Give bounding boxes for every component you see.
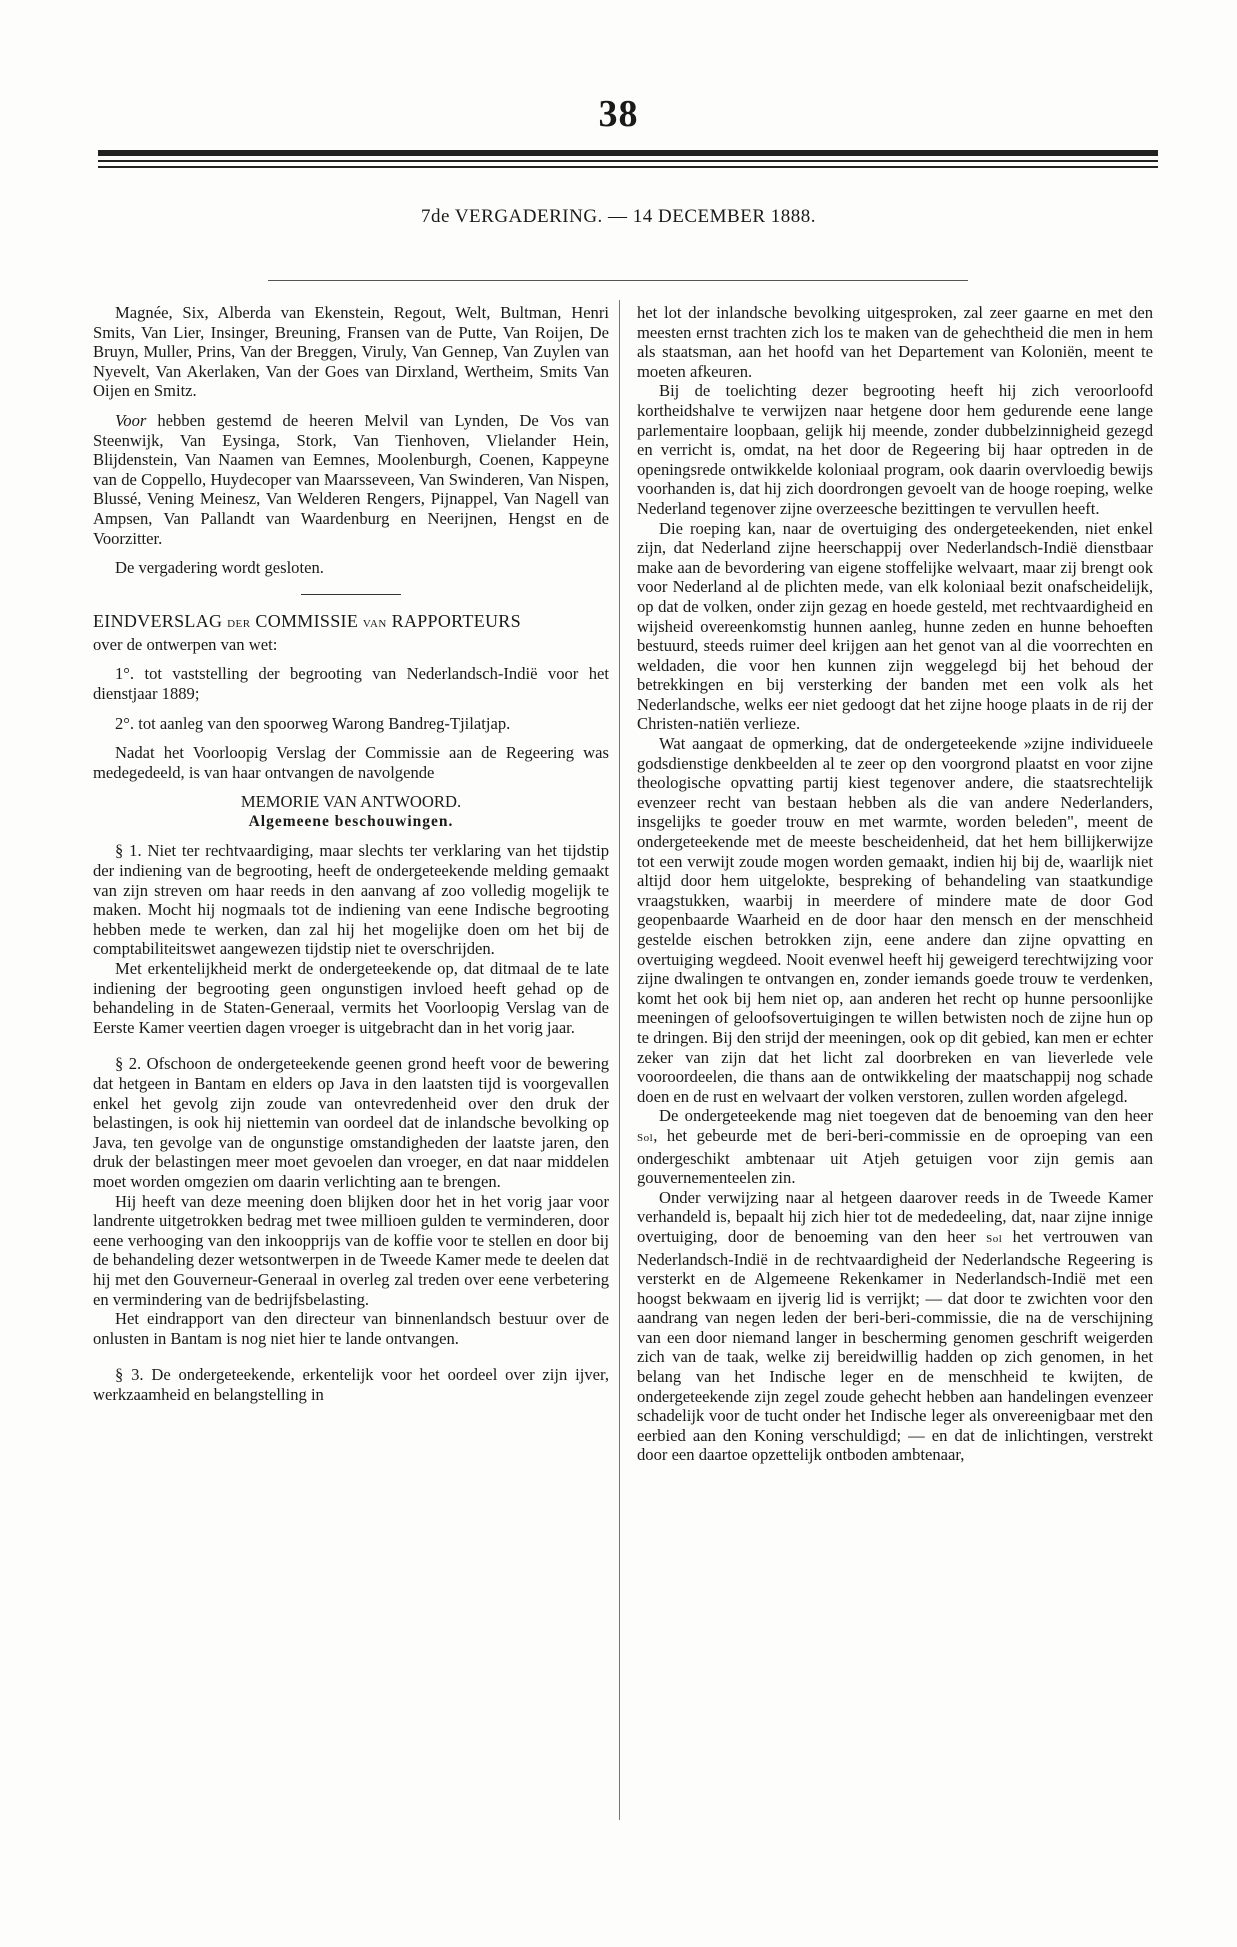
paragraph: Met erkentelijkheid merkt de ondergeteekende op, dat ditmaal de te late indiening der begrooting geen ongunstigen invloed heeft gehad op de behandeling in de Staten-Generaal, vermits het Voorloopig Verslag van de Eerste Kamer veertien dagen vroeger is uitgebracht dan in het vorig jaar. bbox=[93, 959, 609, 1037]
paragraph-text: het vertrouwen van Nederlandsch-Indië in de rechtvaardigheid der Nederlandsche Regeering is versterkt en de Algemeene Rekenkamer in Nederlandsch-Indië met een hoogst bekwaam en ijverig lid is verrijkt; — dat door te zwichten voor den aandrang van negen leden der beri-beri-commissie, die na de verschijning van een door niemand langer in bescherming genomen geschrift weigerden zich van de taak, welke zij bereidwillig hadden op zich genomen, in het belang van het Indische leger en de menschheid te kwijten, de ondergeteekende zijn zegel zoude gehecht hebben aan handelingen evenzeer schadelijk voor de tucht onder het Indische leger als onvereenigbaar met den eerbied aan den Koning verschuldigd; — en dat de inlichtingen, verstrekt door een daartoe opzettelijk ontboden ambtenaar, bbox=[637, 1226, 1153, 1465]
paragraph: Magnée, Six, Alberda van Ekenstein, Regout, Welt, Bultman, Henri Smits, Van Lier, Insinger, Breuning, Fransen van de Putte, Van Roijen, De Bruyn, Muller, Prins, Van der Breggen, Viruly, Van Gennep, Van Zuylen van Nyevelt, Van Akerlaken, Van der Goes van Dirxland, Wertheim, Smits Van Oijen en Smitz. bbox=[93, 303, 609, 401]
paragraph-text: hebben gestemd de heeren Melvil van Lynden, De Vos van Steenwijk, Van Eysinga, Stork, Van Tienhoven, Vlielander Hein, Blijdenstein, Van Naamen van Eemnes, Moolenburgh, Coenen, Kappeyne van de Coppello, Huydecoper van Maarsseveen, Van Swinderen, Van Nispen, Blussé, Vening Meinesz, Van Welderen Rengers, Pijnappel, Van Nagell van Ampsen, Van Pallandt van Waardenburg en Neerijnen, Hengst en de Voorzitter. bbox=[93, 410, 609, 548]
paragraph: De vergadering wordt gesloten. bbox=[115, 558, 324, 578]
list-item: 2°. tot aanleg van den spoorweg Warong Bandreg-Tjilatjap. bbox=[115, 713, 511, 733]
right-column bbox=[637, 303, 1153, 1465]
paragraph bbox=[93, 411, 609, 548]
report-title-part: EINDVERSLAG bbox=[93, 610, 228, 631]
person-name: Sol bbox=[986, 1232, 1003, 1245]
paragraph: § 3. De ondergeteekende, erkentelijk voor het oordeel over zijn ijver, werkzaamheid en belangstelling in bbox=[93, 1365, 609, 1404]
paragraph: Die roeping kan, naar de overtuiging des ondergeteekenden, niet enkel zijn, dat Nederland zijne heerschappij over Nederlandsch-Indië dienstbaar make aan de bevordering van eigene stoffelijke welvaart, maar zij brengt ook voor Nederland al de plichten mede, van elk koloniaal bezit onafscheidelijk, op dat de volken, onder zijn gezag en hoede gesteld, met rechtvaardigheid en wijsheid overeenkomstig hunnen aanleg, hunne zeden en hunne behoeften bestuurd, steeds ruimer deel krijgen aan het genot van al die voorrechten en weldaden, die voor hen kunnen zijn weggelegd bij het behoud der betrekkingen en bij versterking der banden met een volk als het Nederlandsche, welks eer niet gedoogt dat het zijne hooge plaats in de rij der Christen-natiën verlieze. bbox=[637, 518, 1153, 734]
session-divider bbox=[268, 280, 968, 281]
report-title-part: VAN bbox=[362, 617, 387, 630]
paragraph bbox=[637, 1106, 1153, 1187]
paragraph: Bij de toelichting dezer begrooting heeft hij zich veroorloofd kortheidshalve te verwijzen naar hetgene door hem gedurende eene lange parlementaire loopbaan, gelijk hij meende, zonder dubbelzinnigheid gezegd en verricht is, omdat, na het door de Regeering bij haar optreden in de openingsrede ontwikkelde koloniaal program, ook daarin overvloedig bewijs voorhanden is, dat hij zich doordrongen gevoelt van de hooge roeping, welke Nederland tegenover zijne overzeesche bezittingen te vervullen heeft. bbox=[637, 381, 1153, 518]
left-column bbox=[93, 303, 609, 1405]
report-title-part: COMMISSIE bbox=[250, 610, 363, 631]
report-title-part: DER bbox=[227, 617, 251, 630]
report-subtitle: over de ontwerpen van wet: bbox=[93, 634, 278, 654]
paragraph-text: Onder verwijzing naar al hetgeen daarover reeds in de Tweede Kamer verhandeld is, bepaalt hij zich hier tot de mededeeling, dat, naar zijne innige overtuiging, door de benoeming van den heer bbox=[637, 1187, 1153, 1246]
paragraph-text: De ondergeteekende mag niet toegeven dat de benoeming van den heer bbox=[659, 1106, 1153, 1126]
paragraph: Hij heeft van deze meening doen blijken door het in het vorig jaar voor landrente uitgetrokken bedrag met twee millioen gulden te verminderen, door eene verhooging van den inkoopprijs van de koffie voor te stellen en door bij de behandeling dezer wetsontwerpen in de Tweede Kamer mede te deelen dat hij met den Gouverneur-Generaal in overleg zal treden over eene verbetering en vermindering van de bedrijfsbelasting. bbox=[93, 1191, 609, 1309]
paragraph: § 2. Ofschoon de ondergeteekende geenen grond heeft voor de bewering dat hetgeen in Bantam en elders op Java in den laatsten tijd is voorgevallen enkel het gevolg zijn zoude van ontevredenheid over den druk der belastingen, is ook hij niettemin van oordeel dat de inlandsche bevolking op Java, ten gevolge van de ongunstige omstandigheden der laatste jaren, den druk der belastingen meer moet gevoelen dan vroeger, en dat naar middelen moet worden omgezien om daarin verlichting aan te brengen. bbox=[93, 1054, 609, 1191]
section-heading: MEMORIE VAN ANTWOORD. bbox=[240, 792, 462, 812]
header-rule-thin bbox=[98, 166, 1158, 168]
italic-lead: Voor bbox=[115, 410, 147, 430]
report-title-part: RAPPORTEURS bbox=[386, 610, 521, 631]
section-divider bbox=[301, 594, 401, 595]
paragraph: § 1. Niet ter rechtvaardiging, maar slechts ter verklaring van het tijdstip der indiening van de begrooting, heeft de ondergeteekende melding gemaakt van zijn streven om haar reeds in den aanvang af zoo volledig mogelijk te maken. Mocht hij nogmaals tot de indiening van eene Indische begrooting hebben mede te werken, dan zal hij het mogelijke doen om het bij de comptabiliteitswet aangewezen tijdstip niet te overschrijden. bbox=[93, 841, 609, 959]
report-title bbox=[93, 611, 609, 635]
header-rule-thin bbox=[98, 160, 1158, 162]
list-item: 1°. tot vaststelling der begrooting van Nederlandsch-Indië voor het dienstjaar 1889; bbox=[93, 664, 609, 703]
paragraph: het lot der inlandsche bevolking uitgesproken, zal zeer gaarne en met den meesten ernst trachten zich los te maken van de gehechtheid die men in hem als staatsman, aan het hoofd van het Departement van Koloniën, meent te moeten afkeuren. bbox=[637, 303, 1153, 381]
session-header: 7de VERGADERING. — 14 DECEMBER 1888. bbox=[420, 206, 816, 227]
header-rule-thick bbox=[98, 150, 1158, 156]
paragraph-text: , het gebeurde met de beri-beri-commissie en de oproeping van een ondergeschikt ambtenaar uit Atjeh getuigen voor zijn gemis aan gouvernementeelen zin. bbox=[637, 1125, 1153, 1188]
column-divider bbox=[619, 300, 620, 1820]
paragraph: Nadat het Voorloopig Verslag der Commissie aan de Regeering was medegedeeld, is van haar ontvangen de navolgende bbox=[93, 743, 609, 782]
paragraph: Het eindrapport van den directeur van binnenlandsch bestuur over de onlusten in Bantam is nog niet hier te lande ontvangen. bbox=[93, 1309, 609, 1348]
person-name: Sol bbox=[637, 1131, 654, 1144]
page-number: 38 bbox=[598, 93, 639, 135]
paragraph: Wat aangaat de opmerking, dat de ondergeteekende »zijne individueele godsdienstige denkbeelden al te zeer op den voorgrond plaatst en voor zijne theologische opvatting partij kiest tegenover andere, die staatsrechtelijk evenzeer recht van bestaan hebben als die van andere Nederlanders, insgelijks te goeder trouw en met warmte, worden beleden", meent de ondergeteekende met de meeste bescheidenheid, dat het hem billijkerwijze tot een verwijt zoude mogen worden gemaakt, indien hij bij de, waarlijk niet altijd door hem uitgelokte, bespreking of behandeling van staatkundige vraagstukken, waarbij in meerdere of mindere mate de door God geopenbaarde Waarheid en de door haar den mensch en der menschheid gestelde eischen betrokken zijn, eene andere dan zijne opvatting en overtuiging wegdeed. Nooit evenwel heeft hij geweigerd terechtwijzing voor zijne dwalingen te ontvangen en, zonder iemands goede trouw te verdenken, komt het ook bij hem niet op, aan anderen het recht op hunne persoonlijke meeningen of geloofsovertuigingen te willen betwisten noch de zijne hun op te dringen. Bij den strijd der meeningen, ook op dit gebied, kan men er echter zeker van zijn dat het licht zal doorbreken en van lieverlede vele vooroordeelen, die thans aan de ontwikkeling der maatschappij nog schade doen en de rust en welvaart der volken verstoren, zullen worden afgelegd. bbox=[637, 734, 1153, 1106]
paragraph bbox=[637, 1188, 1153, 1465]
subsection-heading: Algemeene beschouwingen. bbox=[248, 812, 454, 830]
